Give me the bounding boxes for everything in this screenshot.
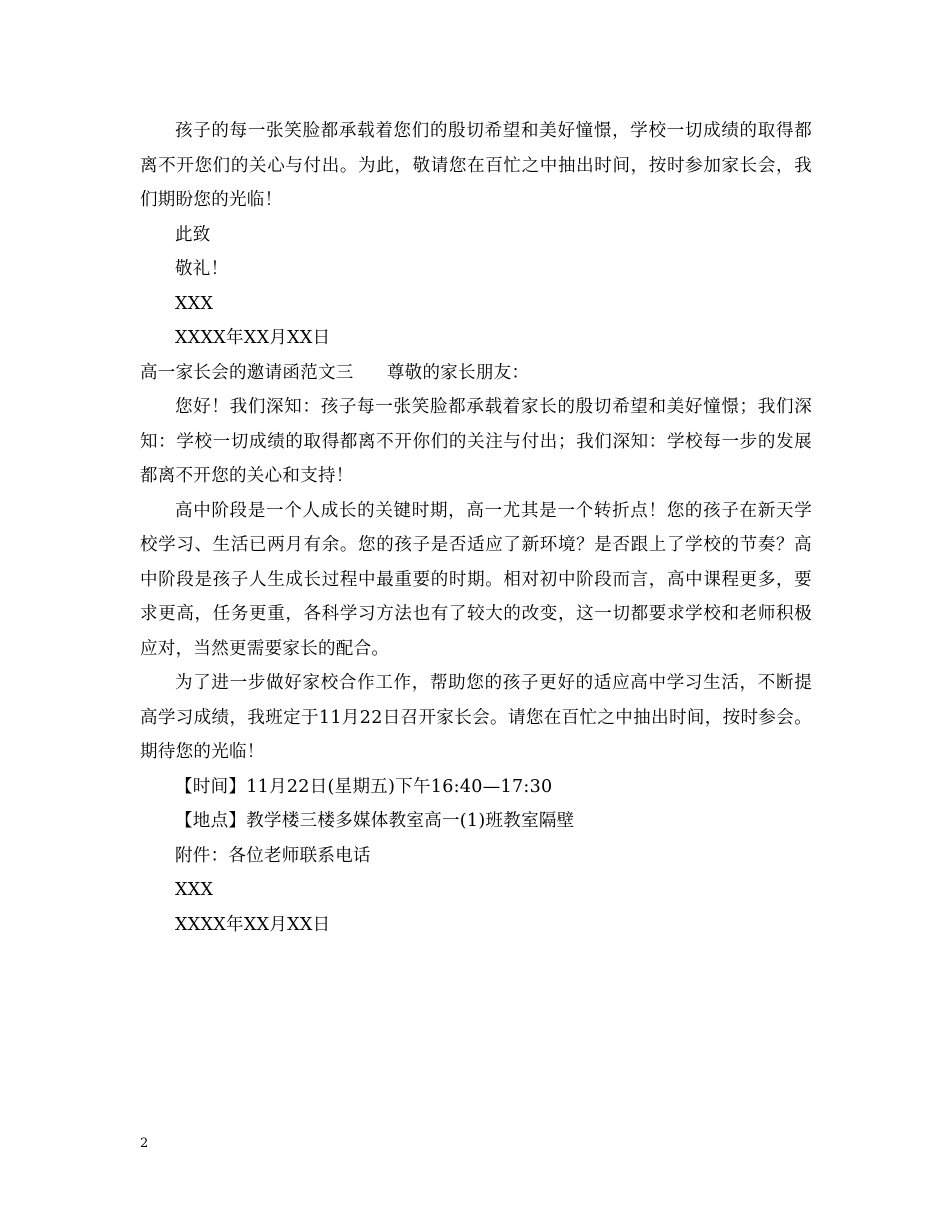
letter-date: XXXX年XX月XX日	[175, 328, 331, 348]
closing-regards: 敬礼！	[175, 259, 229, 279]
meeting-place: 【地点】教学楼三楼多媒体教室高一(1)班教室隔壁	[175, 811, 575, 831]
meeting-time: 【时间】11月22日(星期五)下午16:40—17:30	[175, 776, 553, 797]
closing-salutation: 此致	[175, 224, 211, 245]
greeting: 尊敬的家长朋友：	[386, 362, 530, 383]
body-paragraph: 孩子的每一张笑脸都承载着您们的殷切希望和美好憧憬，学校一切成绩的取得都离不开您们的关心与付出。为此，敬请您在百忙之中抽出时间，按时参加家长会，我们期盼您的光临！	[140, 121, 812, 210]
letter-date: XXXX年XX月XX日	[175, 914, 331, 935]
signature: XXX	[175, 293, 214, 314]
body-paragraph: 您好！我们深知：孩子每一张笑脸都承载着家长的殷切希望和美好憧憬；我们深知：学校一切成绩的取得都离不开你们的关注与付出；我们深知：学校每一步的发展都离不开您的关心和支持！	[140, 397, 812, 486]
body-paragraph: 为了进一步做好家校合作工作，帮助您的孩子更好的适应高中学习生活，不断提高学习成绩，我班定于11月22日召开家长会。请您在百忙之中抽出时间，按时参会。期待您的光临！	[140, 673, 812, 762]
document-body	[140, 114, 812, 942]
page-number: 2	[140, 1136, 149, 1151]
body-paragraph: 高中阶段是一个人成长的关键时期，高一尤其是一个转折点！您的孩子在新天学校学习、生活已两月有余。您的孩子是否适应了新环境？是否跟上了学校的节奏？高中阶段是孩子人生成长过程中最重要的时期。相对初中阶段而言，高中课程更多，要求更高，任务更重，各科学习方法也有了较大的改变，这一切都要求学校和老师积极应对，当然更需要家长的配合。	[140, 500, 812, 659]
signature: XXX	[175, 880, 214, 900]
attachment-note: 附件：各位老师联系电话	[175, 845, 371, 866]
section-title: 高一家长会的邀请函范文三	[140, 362, 354, 383]
section-heading-line	[140, 356, 812, 391]
